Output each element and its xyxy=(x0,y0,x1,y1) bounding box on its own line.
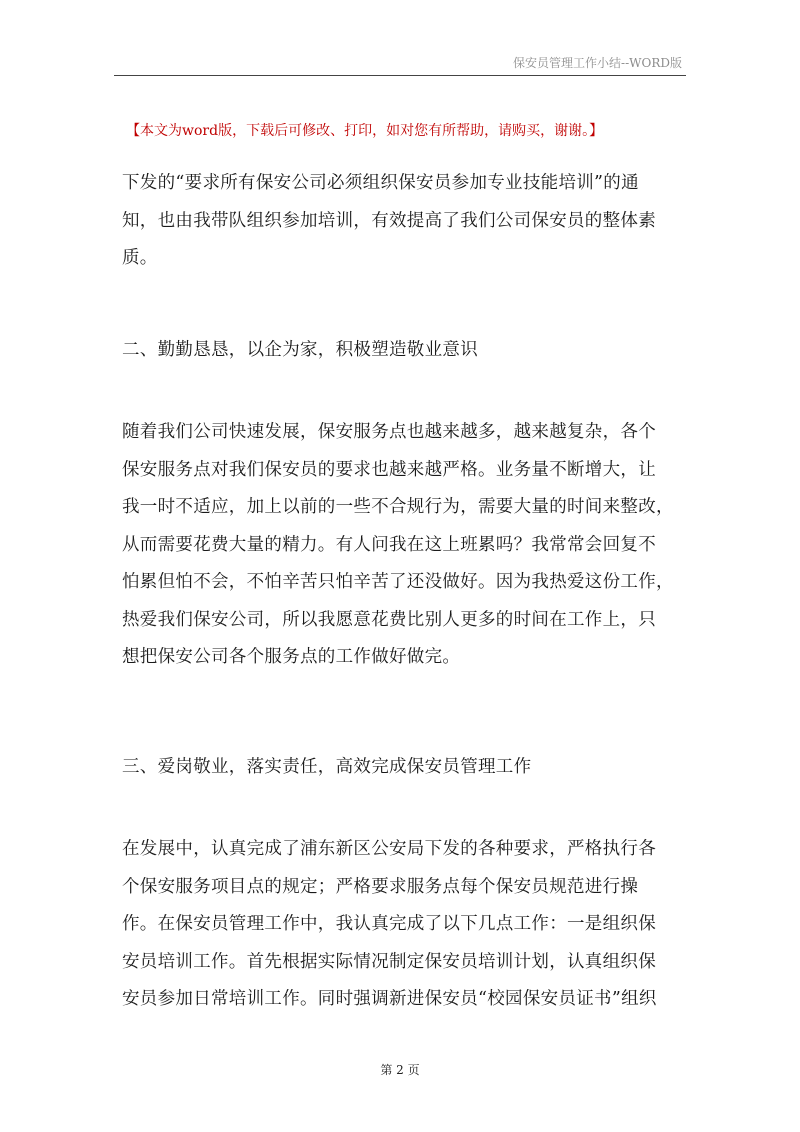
paragraph-line: 安员培训工作。首先根据实际情况制定保安员培训计划，认真组织保 xyxy=(122,951,656,972)
header-title: 保安员管理工作小结--WORD版 xyxy=(513,56,682,70)
section-heading-3: 三、爱岗敬业，落实责任，高效完成保安员管理工作 xyxy=(122,757,532,777)
paragraph-line: 从而需要花费大量的精力。有人问我在这上班累吗？我常常会回复不 xyxy=(122,534,656,555)
paragraph-line: 作。在保安员管理工作中，我认真完成了以下几点工作：一是组织保 xyxy=(122,914,656,934)
paragraph-line: 质。 xyxy=(122,248,158,268)
paragraph-line: 保安服务点对我们保安员的要求也越来越严格。业务量不断增大，让 xyxy=(122,459,656,480)
paragraph-line: 下发的“要求所有保安公司必须组织保安员参加专业技能培训”的通 xyxy=(122,173,639,193)
paragraph-line: 随着我们公司快速发展，保安服务点也越来越多，越来越复杂，各个 xyxy=(122,422,656,442)
paragraph-line: 在发展中，认真完成了浦东新区公安局下发的各种要求，严格执行各 xyxy=(122,839,656,859)
paragraph-line: 安员参加日常培训工作。同时强调新进保安员“校园保安员证书”组织 xyxy=(122,989,657,1009)
section-heading-2: 二、勤勤恳恳，以企为家，积极塑造敬业意识 xyxy=(122,340,478,360)
paragraph-2 xyxy=(122,414,682,677)
header-divider xyxy=(114,75,686,76)
paragraph-1 xyxy=(122,165,682,278)
paragraph-line: 想把保安公司各个服务点的工作做好做完。 xyxy=(122,647,461,667)
download-notice: 【本文为word版，下载后可修改、打印，如对您有所帮助，请购买，谢谢。】 xyxy=(126,123,604,139)
paragraph-line: 个保安服务项目点的规定；严格要求服务点每个保安员规范进行操 xyxy=(122,876,639,897)
page-number: 第 2 页 xyxy=(380,1063,420,1077)
paragraph-3 xyxy=(122,831,682,1019)
paragraph-line: 怕累但怕不会，不怕辛苦只怕辛苦了还没做好。因为我热爱这份工作， xyxy=(122,572,674,592)
paragraph-line: 热爱我们保安公司，所以我愿意花费比别人更多的时间在工作上，只 xyxy=(122,609,656,630)
paragraph-line: 知，也由我带队组织参加培训，有效提高了我们公司保安员的整体素 xyxy=(122,210,656,231)
paragraph-line: 我一时不适应，加上以前的一些不合规行为，需要大量的时间来整改， xyxy=(122,497,674,517)
